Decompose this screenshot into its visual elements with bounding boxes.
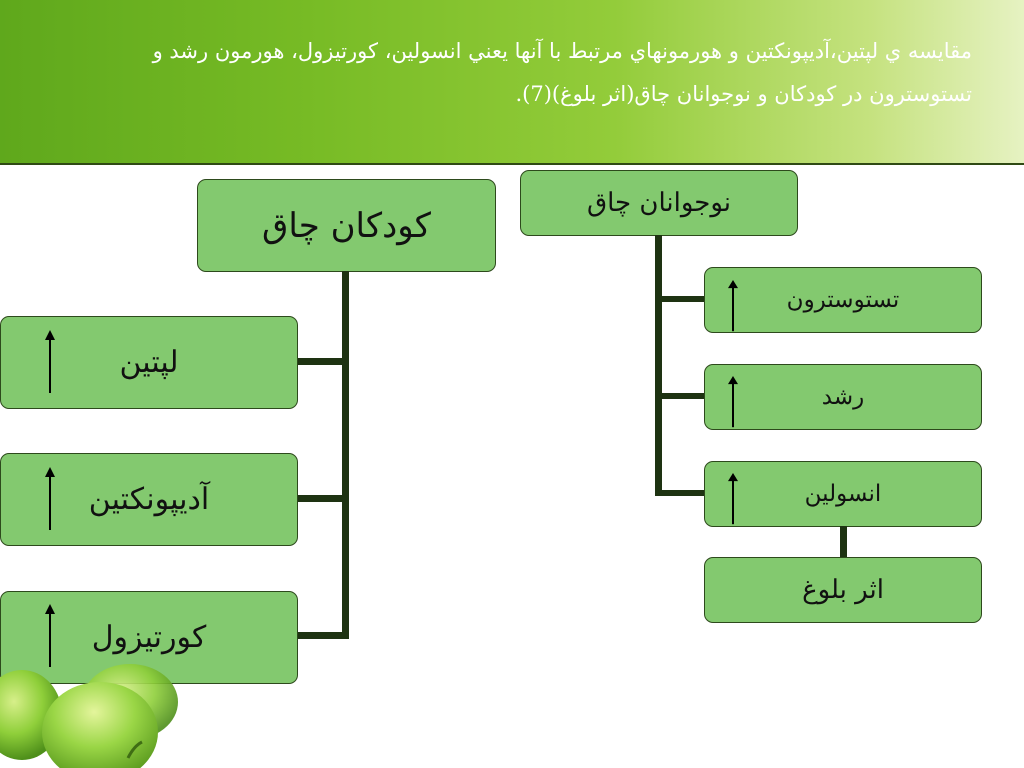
children-branch-adiponectin <box>297 495 349 502</box>
adolescents-obese-box <box>520 170 798 236</box>
adolescents-branch-insulin <box>655 490 706 496</box>
children-branch-leptin <box>297 358 349 365</box>
adolescents-branch-growth <box>655 393 706 399</box>
adolescents-trunk-line <box>655 235 662 496</box>
cortisol-label: کورتیزول <box>91 620 207 655</box>
puberty-effect-label: اثر بلوغ <box>802 575 884 605</box>
testosterone-box <box>704 267 982 333</box>
adiponectin-label: آدیپونکتین <box>88 482 210 517</box>
up-arrow-icon <box>726 280 740 332</box>
children-obese-box <box>197 179 496 272</box>
adolescents-obese-label: نوجوانان چاق <box>586 188 732 218</box>
insulin-puberty-connector <box>840 526 847 558</box>
up-arrow-icon <box>43 467 57 531</box>
children-obese-label: کودکان چاق <box>262 205 431 246</box>
up-arrow-icon <box>726 473 740 525</box>
up-arrow-icon <box>43 604 57 668</box>
slide-title: مقايسه ي لپتين،آديپونكتين و هورمونهاي مرتبط با آنها يعني انسولين، كورتيزول، هورمون رشد و تستوسترون در كودكان و نوجوانان چاق(اثر بلوغ)(7). <box>152 39 972 106</box>
up-arrow-icon <box>726 376 740 428</box>
children-trunk-line <box>342 271 349 639</box>
insulin-label: انسولین <box>804 481 882 507</box>
apple-icon <box>0 660 260 768</box>
growth-label: رشد <box>821 384 865 410</box>
testosterone-label: تستوسترون <box>786 287 900 313</box>
adolescents-branch-testosterone <box>655 296 706 302</box>
title-banner <box>0 0 1024 165</box>
growth-box <box>704 364 982 430</box>
up-arrow-icon <box>43 330 57 394</box>
children-branch-cortisol <box>297 632 349 639</box>
insulin-box <box>704 461 982 527</box>
leptin-label: لپتین <box>119 345 179 380</box>
puberty-effect-box <box>704 557 982 623</box>
